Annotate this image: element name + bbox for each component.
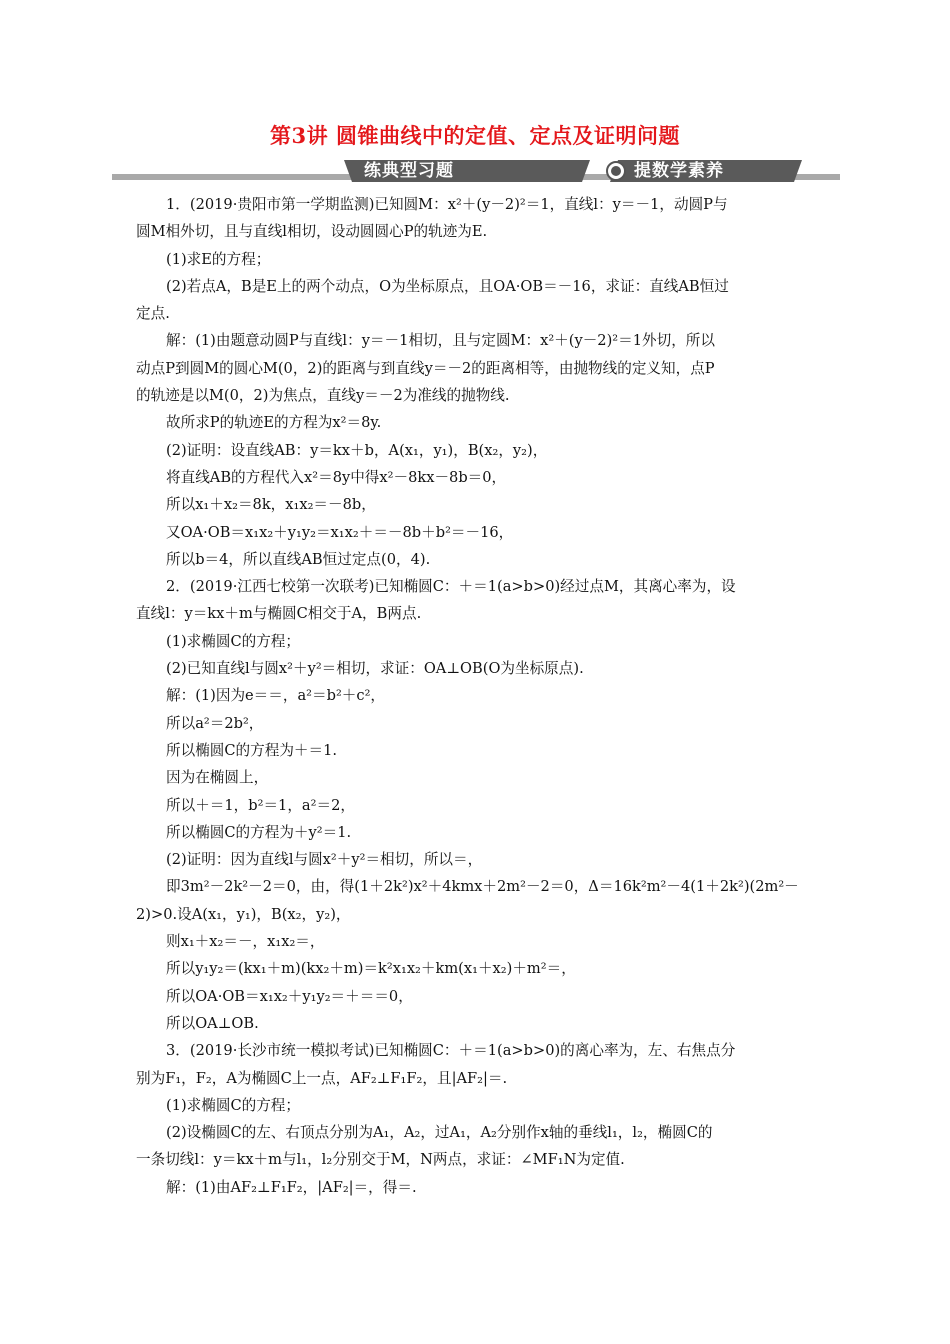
- page-title: 第3讲 圆锥曲线中的定值、定点及证明问题: [270, 123, 680, 148]
- problem-1-part-2: (2)若点A，B是E上的两个动点，O为坐标原点，且OA·OB＝－16，求证：直线AB恒过: [166, 277, 729, 295]
- problem-1-part-1: (1)求E的方程；: [166, 250, 271, 268]
- solution-1-line: 动点P到圆M的圆心M(0，2)的距离与到直线y＝－2的距离相等，由抛物线的定义知，点P: [136, 359, 715, 377]
- problem-1-text: 1．(2019·贵阳市第一学期监测)已知圆M：x²＋(y－2)²＝1，直线l：y＝－1，动圆P与: [166, 196, 728, 213]
- solution-1-line: 解：(1)由题意动圆P与直线l：y＝－1相切，且与定圆M：x²＋(y－2)²＝1外切，所以: [166, 332, 715, 350]
- problem-3-part-2-cont: 一条切线l：y＝kx＋m与l₁，l₂分别交于M，N两点，求证：∠MF₁N为定值.: [136, 1151, 625, 1169]
- circle-badge-icon: [606, 161, 626, 181]
- solution-2-line: 则x₁＋x₂＝－，x₁x₂＝，: [166, 933, 325, 951]
- solution-2-line: 即3m²－2k²－2＝0，由，得(1＋2k²)x²＋4kmx＋2m²－2＝0，Δ＝16k²m²－4(1＋2k²)(2m²－: [166, 878, 799, 896]
- solution-2-line: 所以y₁y₂＝(kx₁＋m)(kx₂＋m)＝k²x₁x₂＋km(x₁＋x₂)＋m²＝，: [166, 960, 576, 978]
- problem-3-text: 3．(2019·长沙市统一模拟考试)已知椭圆C：＋＝1(a>b>0)的离心率为，左、右焦点分: [166, 1042, 736, 1060]
- problem-1-part-2-cont: 定点.: [136, 305, 170, 323]
- solution-1-line: 将直线AB的方程代入x²＝8y中得x²－8kx－8b＝0，: [166, 468, 507, 486]
- solution-1-line: 又OA·OB＝x₁x₂＋y₁y₂＝x₁x₂＋＝－8b＋b²＝－16，: [166, 523, 514, 541]
- solution-1-line: 故所求P的轨迹E的方程为x²＝8y.: [166, 414, 382, 432]
- problem-3-part-1: (1)求椭圆C的方程；: [166, 1096, 300, 1114]
- problem-2-text-cont: 直线l：y＝kx＋m与椭圆C相交于A，B两点.: [136, 605, 422, 623]
- problem-3-part-2: (2)设椭圆C的左、右顶点分别为A₁，A₂，过A₁，A₂分别作x轴的垂线l₁，l₂，椭圆C的: [166, 1124, 713, 1142]
- solution-2-line: 所以OA·OB＝x₁x₂＋y₁y₂＝＋＝＝0，: [166, 987, 413, 1005]
- solution-2-line: 所以＋＝1，b²＝1，a²＝2，: [166, 796, 355, 814]
- solution-3-line: 解：(1)由AF₂⊥F₁F₂，|AF₂|＝，得＝.: [166, 1178, 417, 1196]
- problem-1-text-cont: 圆M相外切，且与直线l相切，设动圆圆心P的轨迹为E.: [136, 223, 488, 241]
- problem-2-text: 2．(2019·江西七校第一次联考)已知椭圆C：＋＝1(a>b>0)经过点M，其离心率为，设: [166, 578, 736, 596]
- solution-2-line: 所以OA⊥OB.: [166, 1014, 259, 1032]
- problem-3-text-cont: 别为F₁，F₂，A为椭圆C上一点，AF₂⊥F₁F₂，且|AF₂|＝.: [136, 1069, 508, 1087]
- solution-2-line: 因为在椭圆上，: [166, 769, 269, 787]
- solution-1-line: 所以b＝4，所以直线AB恒过定点(0，4).: [166, 550, 431, 568]
- solution-2-line: 所以椭圆C的方程为＋＝1.: [166, 741, 338, 759]
- solution-2-line: 解：(1)因为e＝＝，a²＝b²＋c²，: [166, 687, 386, 705]
- banner-background: [112, 158, 840, 184]
- banner-left-label: 练典型习题: [364, 161, 454, 181]
- problem-2-part-1: (1)求椭圆C的方程；: [166, 632, 300, 650]
- solution-1-line: (2)证明：设直线AB：y＝kx＋b，A(x₁，y₁)，B(x₂，y₂)，: [166, 441, 548, 459]
- solution-2-line: 2)>0.设A(x₁，y₁)，B(x₂，y₂)，: [136, 905, 351, 923]
- solution-2-line: (2)证明：因为直线l与圆x²＋y²＝相切，所以＝，: [166, 851, 483, 869]
- banner-right-label: 提数学素养: [634, 161, 724, 181]
- section-banner: [112, 158, 840, 184]
- problem-2-part-2: (2)已知直线l与圆x²＋y²＝相切，求证：OA⊥OB(O为坐标原点).: [166, 660, 584, 678]
- document-body: [136, 191, 816, 1201]
- solution-2-line: 所以a²＝2b²，: [166, 714, 264, 732]
- solution-1-line: 的轨迹是以M(0，2)为焦点，直线y＝－2为准线的抛物线.: [136, 387, 510, 405]
- solution-2-line: 所以椭圆C的方程为＋y²＝1.: [166, 823, 352, 841]
- solution-1-line: 所以x₁＋x₂＝8k，x₁x₂＝－8b，: [166, 496, 376, 514]
